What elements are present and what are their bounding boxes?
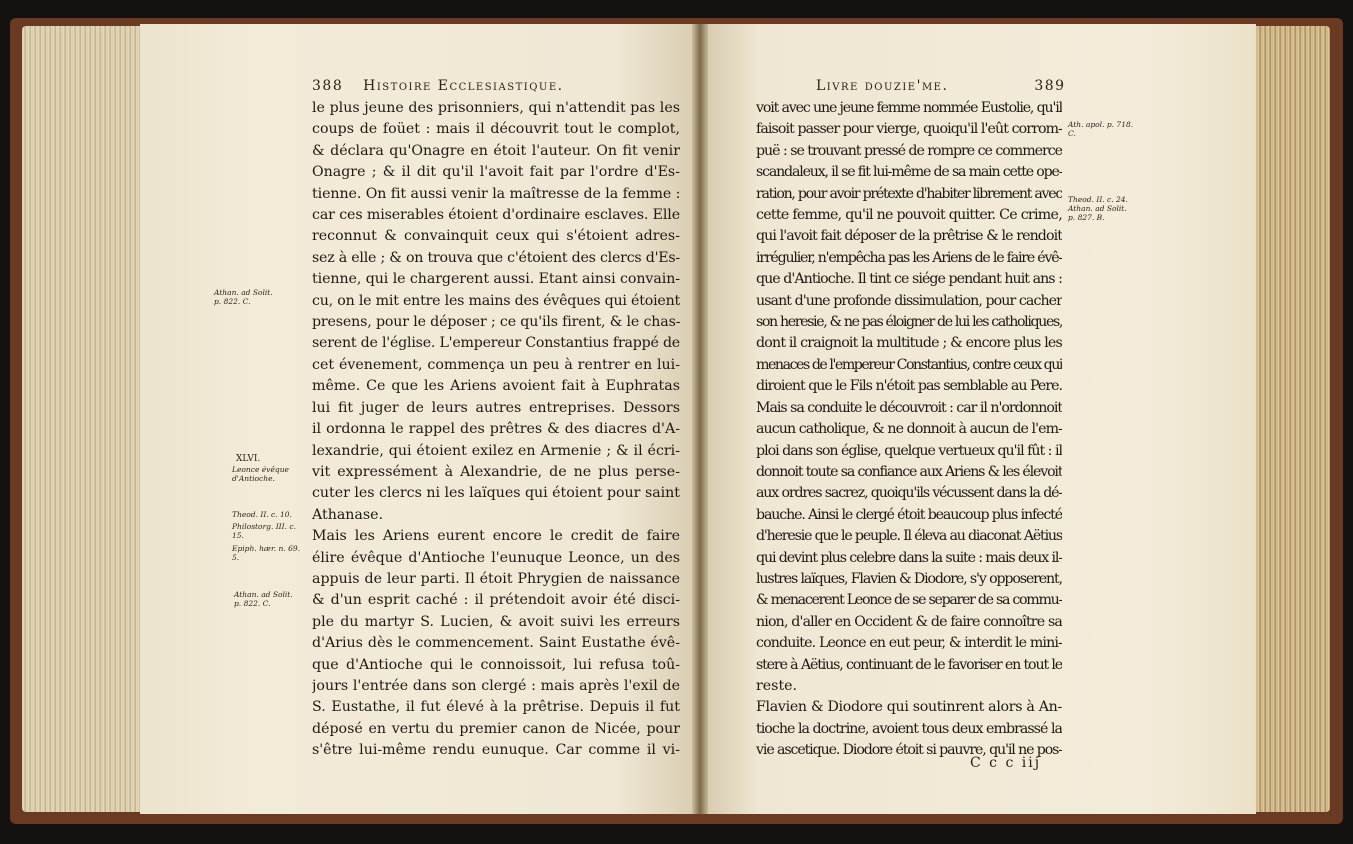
signature-mark: C c c iij (970, 755, 1042, 771)
text-line: & déclara qu'Onagre en étoit l'auteur. On fit venir (312, 142, 680, 159)
text-line: qui l'avoit fait déposer de la prêtrise & le rendoit (756, 228, 1062, 245)
text-line: & menacerent Leonce de se separer de sa commu- (756, 592, 1062, 609)
text-line: s'être lui-même rendu eunuque. Car comme il vi- (312, 742, 680, 759)
right-page-number: 389 (1034, 78, 1066, 94)
text-line: faisoit passer pour vierge, quoiqu'il l'eût corrom- (756, 121, 1062, 138)
text-line: jours l'entrée dans son clergé : mais après l'exil de (312, 677, 680, 694)
text-line: & d'un esprit caché : il prétendoit avoir été disci- (312, 592, 680, 609)
text-line: déposé en vertu du premier canon de Nicée, pour (312, 720, 680, 737)
page-edges-right (1252, 26, 1330, 812)
text-line: vie ascetique. Diodore étoit si pauvre, qu'il ne pos- (756, 742, 1062, 759)
text-line: Mais sa conduite le découvroit : car il n'ordonnoit (756, 399, 1062, 416)
right-page-header (816, 78, 1066, 94)
text-line: menaces de l'empereur Constantius, contre ceux qui (756, 356, 1062, 373)
left-body-text (312, 98, 680, 762)
text-line: usant d'une profonde dissimulation, pour cacher (756, 292, 1062, 309)
text-line: lustres laïques, Flavien & Diodore, s'y opposerent, (756, 570, 1062, 587)
text-line: car ces miserables étoient d'ordinaire esclaves. Elle (312, 207, 680, 224)
right-body-text (756, 98, 1062, 762)
left-page-number: 388 (312, 78, 344, 94)
text-line: cet évenement, commença un peu à rentrer en lui- (312, 356, 680, 373)
text-line: scandaleux, il se fit lui-même de sa main cette ope- (756, 164, 1062, 181)
text-line: Athanase. (312, 506, 384, 523)
text-line: aux ordres sacrez, quoiqu'ils vécussent dans la dé- (756, 485, 1062, 502)
text-line: appuis de leur parti. Il étoit Phrygien de naissance (312, 570, 680, 587)
text-line: qui devint plus celebre dans la suite : mais deux il- (756, 549, 1062, 566)
text-line: ration, pour avoir prétexte d'habiter librement avec (756, 185, 1062, 202)
text-line: puë : se trouvant pressé de rompre ce commerce (756, 142, 1062, 159)
left-running-head: Histoire Ecclesiastique. (363, 78, 564, 94)
text-line: cette femme, qu'il ne pouvoit quitter. Ce crime, (756, 207, 1062, 224)
text-line: conduite. Leonce en eut peur, & interdit le mini- (756, 635, 1062, 652)
margin-note-theod-right: Theod. II. c. 24. Athan. ad Solit. p. 827. B. (1068, 195, 1128, 222)
text-line: d'Arius dès le commencement. Saint Eustathe évê- (312, 635, 680, 652)
text-line: cu, on le mit entre les mains des évêques qui étoient (312, 292, 680, 309)
text-line: voit avec une jeune femme nommée Eustolie, qu'il (756, 100, 1062, 116)
margin-note-athan-1: Athan. ad Solit. p. 822. C. (214, 288, 273, 306)
text-line: cuter les clercs ni les laïques qui étoient pour saint (312, 485, 680, 502)
margin-note-philost: Philostorg. III. c. 15. (232, 522, 296, 540)
text-line: nion, d'aller en Occident & de faire connoître sa (756, 613, 1062, 630)
text-line: presens, pour le déposer ; ce qu'ils firent, & le chas- (312, 314, 680, 331)
text-line: S. Eustathe, il fut élevé à la prêtrise. Depuis il fut (312, 699, 680, 716)
left-page-header (312, 78, 564, 94)
text-line: Flavien & Diodore qui soutinrent alors à An- (756, 699, 1062, 716)
text-line: diroient que le Fils n'étoit pas semblable au Pere. (756, 378, 1062, 395)
text-line: donnoit toute sa confiance aux Ariens & les élevoit (756, 463, 1062, 480)
right-running-head: Livre douzie'me. (816, 78, 949, 94)
text-line: d'heresie que le peuple. Il éleva au diaconat Aëtius (756, 528, 1062, 545)
text-line: sez à elle ; & on trouva que c'étoient des clercs d'Es- (312, 249, 680, 266)
text-line: élire évêque d'Antioche l'eunuque Leonce, un des (312, 549, 680, 566)
margin-note-epiph: Epiph. hær. n. 69. 5. (232, 544, 301, 562)
text-line: dont il craignoit la multitude ; & encore plus les (756, 335, 1062, 352)
text-line: que d'Antioche qui le connoissoit, lui refusa toû- (312, 656, 680, 673)
text-line: reste. (756, 677, 798, 694)
text-line: ploi dans son église, quelque vertueux qu'il fût : il (756, 442, 1062, 459)
section-number: XLVI. (236, 454, 261, 464)
text-line: ple du martyr S. Lucien, & avoit suivi les erreurs (312, 613, 680, 630)
text-line: son heresie, & ne pas éloigner de lui les catholiques, (756, 314, 1062, 331)
text-line: tienne. On fit aussi venir la maîtresse de la femme : (312, 185, 680, 202)
text-line: que d'Antioche. Il tint ce siége pendant huit ans : (756, 271, 1062, 288)
text-line: lexandrie, qui étoient exilez en Armenie ; & il écri- (312, 442, 680, 459)
text-line: tienne, qui le chargerent aussi. Etant ainsi convain- (312, 271, 680, 288)
text-line: irrégulier, n'empêcha pas les Ariens de le faire évê- (756, 249, 1062, 266)
book-gutter (692, 24, 708, 814)
text-line: reconnut & convainquit ceux qui s'étoient adres- (312, 228, 680, 245)
text-line: aucun catholique, & ne donnoit à aucun de l'em- (756, 421, 1062, 438)
text-line: bauche. Ainsi le clergé étoit beaucoup plus infecté (756, 506, 1062, 523)
text-line: Mais les Ariens eurent encore le credit de faire (312, 528, 680, 545)
margin-note-theod: Theod. II. c. 10. (232, 510, 292, 519)
text-line: lui fit juger de leurs autres entreprises. Dessors (312, 399, 680, 416)
text-line: Onagre ; & il dit qu'il l'avoit fait par l'ordre d'Es- (312, 164, 680, 181)
section-title: Leonce évêque d'Antioche. (232, 465, 289, 483)
text-line: stere à Aëtius, continuant de le favoriser en tout le (756, 656, 1062, 673)
margin-note-ath-apol: Ath. apol. p. 718. C. (1068, 120, 1134, 138)
page-edges-left (22, 26, 150, 812)
text-line: vit expressément à Alexandrie, de ne plus perse- (312, 463, 680, 480)
text-line: serent de l'église. L'empereur Constantius frappé de (312, 335, 680, 352)
text-line: il ordonna le rappel des prêtres & des diacres d'A- (312, 421, 680, 438)
text-line: coups de foüet : mais il découvrit tout le complot, (312, 121, 680, 138)
margin-note-athan-2: Athan. ad Solit. p. 822. C. (234, 590, 293, 608)
text-line: tioche la doctrine, avoient tous deux embrassé la (756, 720, 1062, 737)
text-line: le plus jeune des prisonniers, qui n'attendit pas les (312, 100, 680, 116)
text-line: même. Ce que les Ariens avoient fait à Euphratas (312, 378, 680, 395)
